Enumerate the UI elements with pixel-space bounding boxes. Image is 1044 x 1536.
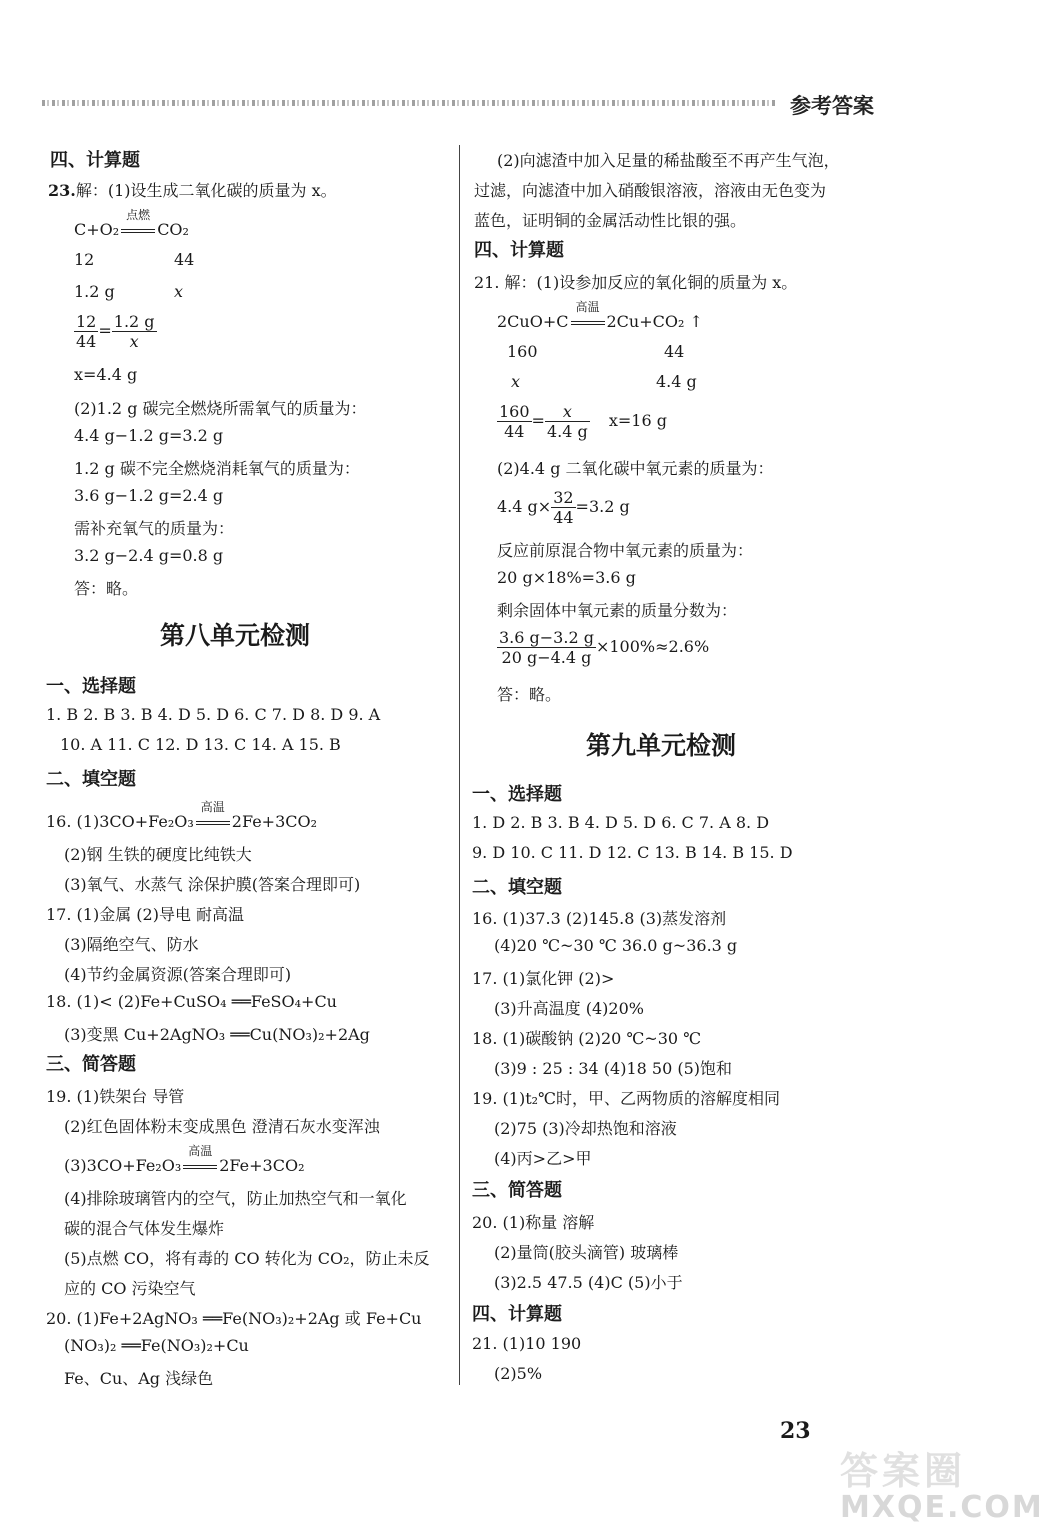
text-line: 需补充氧气的质量为： bbox=[74, 519, 235, 538]
answer-line: (4)节约金属资源(答案合理即可) bbox=[64, 965, 292, 984]
fraction-equation-4: $\frac{3.6 g-3.2 g}{20 g-4.4 g}$ ×100%≈2.6% bbox=[499, 628, 710, 667]
ratio-160: 160 bbox=[507, 342, 538, 361]
section-title: 二、填空题 bbox=[472, 877, 562, 898]
fraction-equation-3: 4.4 g× $\frac{32}{44}$ =3.2 g bbox=[497, 488, 630, 527]
fraction-equation-1: $\frac{12}{44}$ = $\frac{1.2 g}{x}$ bbox=[76, 312, 155, 351]
answer-line: (3)2.5 47.5 (4)C (5)小于 bbox=[494, 1273, 683, 1292]
answer-line: (5)点燃 CO，将有毒的 CO 转化为 CO₂，防止未反 bbox=[64, 1249, 430, 1268]
ratio-44: 44 bbox=[664, 342, 685, 361]
text-line: 过滤，向滤渣中加入硝酸银溶液，溶液由无色变为 bbox=[474, 181, 827, 200]
ratio-x: x bbox=[174, 282, 184, 301]
answer-line: (NO₃)₂ ══Fe(NO₃)₂+Cu bbox=[64, 1336, 249, 1355]
text-line: (2)4.4 g 二氧化碳中氧元素的质量为： bbox=[497, 459, 774, 478]
answer-line: (2)红色固体粉末变成黑色 澄清石灰水变浑浊 bbox=[64, 1117, 380, 1136]
text-line: 蓝色，证明铜的金属活动性比银的强。 bbox=[474, 211, 747, 230]
watermark-logo: 答案圈 bbox=[840, 1449, 967, 1493]
text-line: (2)向滤渣中加入足量的稀盐酸至不再产生气泡， bbox=[497, 151, 840, 170]
watermark-site: MXQE.COM bbox=[840, 1490, 1044, 1525]
answer-line: 碳的混合气体发生爆炸 bbox=[64, 1219, 225, 1238]
mc-answers: 1. D 2. B 3. B 4. D 5. D 6. C 7. A 8. D bbox=[472, 813, 770, 832]
ratio-x: x bbox=[511, 372, 521, 391]
calc-line: 3.2 g−2.4 g=0.8 g bbox=[74, 546, 224, 565]
header-title: 参考答案 bbox=[790, 94, 874, 118]
equation-2: 2CuO+C 高温 2Cu+CO₂ ↑ bbox=[497, 300, 703, 331]
answer-line: (3)9 : 25 : 34 (4)18 50 (5)饱和 bbox=[494, 1059, 732, 1078]
section-title: 四、计算题 bbox=[472, 1304, 562, 1325]
answer-line: 20. (1)Fe+2AgNO₃ ══Fe(NO₃)₂+2Ag 或 Fe+Cu bbox=[46, 1309, 422, 1328]
header-rule bbox=[42, 100, 777, 106]
ratio-1.2g: 1.2 g bbox=[74, 282, 115, 301]
watermark bbox=[830, 1418, 1044, 1528]
ratio-4.4g: 4.4 g bbox=[656, 372, 697, 391]
answer-line: 19. (1)铁架台 导管 bbox=[46, 1087, 185, 1106]
q19-equation: (3)3CO+Fe₂O₃ 高温 2Fe+3CO₂ bbox=[64, 1144, 305, 1175]
answer-line: 18. (1)< (2)Fe+CuSO₄ ══FeSO₄+Cu bbox=[46, 992, 337, 1011]
answer-line: (4)排除玻璃管内的空气，防止加热空气和一氧化 bbox=[64, 1189, 407, 1208]
answer-line: (4)丙>乙>甲 bbox=[494, 1149, 592, 1168]
section-title: 一、选择题 bbox=[46, 676, 136, 697]
fraction-equation-2: $\frac{160}{44}$ = $\frac{x}{4.4 g}$ x=16 g bbox=[499, 402, 667, 441]
answer-line: 20. (1)称量 溶解 bbox=[472, 1213, 595, 1232]
answer-line: 19. (1)t₂℃时，甲、乙两物质的溶解度相同 bbox=[472, 1089, 780, 1108]
column-divider bbox=[459, 145, 460, 1385]
unit-8-title: 第八单元检测 bbox=[160, 621, 311, 650]
answer-line: (2)75 (3)冷却热饱和溶液 bbox=[494, 1119, 677, 1138]
answer-line: (3)氧气、水蒸气 涂保护膜(答案合理即可) bbox=[64, 875, 361, 894]
section-title: 三、简答题 bbox=[472, 1180, 562, 1201]
answer-line: (3)变黑 Cu+2AgNO₃ ══Cu(NO₃)₂+2Ag bbox=[64, 1025, 370, 1044]
text-line: 1.2 g 碳不完全燃烧消耗氧气的质量为： bbox=[74, 459, 360, 478]
answer-line: 答：略。 bbox=[497, 685, 562, 704]
text-line: 剩余固体中氧元素的质量分数为： bbox=[497, 601, 738, 620]
x-result: x=4.4 g bbox=[74, 365, 138, 384]
question-21: 21. 解：(1)设参加反应的氧化铜的质量为 x。 bbox=[474, 273, 798, 292]
mc-answers: 10. A 11. C 12. D 13. C 14. A 15. B bbox=[60, 735, 341, 754]
calc-line: 20 g×18%=3.6 g bbox=[497, 568, 636, 587]
ratio-12: 12 bbox=[74, 250, 95, 269]
answer-line: 17. (1)氯化钾 (2)> bbox=[472, 969, 615, 988]
answer-line: 21. (1)10 190 bbox=[472, 1334, 582, 1353]
answer-line: 17. (1)金属 (2)导电 耐高温 bbox=[46, 905, 245, 924]
ratio-44: 44 bbox=[174, 250, 195, 269]
text-line: 反应前原混合物中氧元素的质量为： bbox=[497, 541, 754, 560]
answer-line: 18. (1)碳酸钠 (2)20 ℃~30 ℃ bbox=[472, 1029, 702, 1048]
question-23: 23.解：(1)设生成二氧化碳的质量为 x。 bbox=[48, 181, 337, 200]
equation-1: C+O₂ 点燃 CO₂ bbox=[74, 208, 189, 239]
calc-line: 4.4 g−1.2 g=3.2 g bbox=[74, 426, 224, 445]
answer-line: (2)钢 生铁的硬度比纯铁大 bbox=[64, 845, 252, 864]
answer-line: 16. (1)37.3 (2)145.8 (3)蒸发溶剂 bbox=[472, 909, 727, 928]
answer-line: (3)隔绝空气、防水 bbox=[64, 935, 199, 954]
answer-line: (2)量筒(胶头滴管) 玻璃棒 bbox=[494, 1243, 679, 1262]
page-number: 23 bbox=[780, 1418, 811, 1444]
text-line: (2)1.2 g 碳完全燃烧所需氧气的质量为： bbox=[74, 399, 367, 418]
mc-answers: 9. D 10. C 11. D 12. C 13. B 14. B 15. D bbox=[472, 843, 793, 862]
calc-line: 3.6 g−1.2 g=2.4 g bbox=[74, 486, 224, 505]
answer-line: 答：略。 bbox=[74, 579, 139, 598]
answer-line: (4)20 ℃~30 ℃ 36.0 g~36.3 g bbox=[494, 936, 738, 955]
q16-equation: 16. (1)3CO+Fe₂O₃ 高温 2Fe+3CO₂ bbox=[46, 800, 318, 831]
unit-9-title: 第九单元检测 bbox=[586, 731, 737, 760]
answer-line: Fe、Cu、Ag 浅绿色 bbox=[64, 1369, 214, 1388]
answer-line: (3)升高温度 (4)20% bbox=[494, 999, 644, 1018]
section-title: 三、简答题 bbox=[46, 1054, 136, 1075]
section-title: 四、计算题 bbox=[50, 150, 140, 171]
answer-line: 应的 CO 污染空气 bbox=[64, 1279, 196, 1298]
answer-line: (2)5% bbox=[494, 1364, 543, 1383]
section-title: 四、计算题 bbox=[474, 240, 564, 261]
section-title: 一、选择题 bbox=[472, 784, 562, 805]
section-title: 二、填空题 bbox=[46, 769, 136, 790]
mc-answers: 1. B 2. B 3. B 4. D 5. D 6. C 7. D 8. D 9. A bbox=[46, 705, 381, 724]
